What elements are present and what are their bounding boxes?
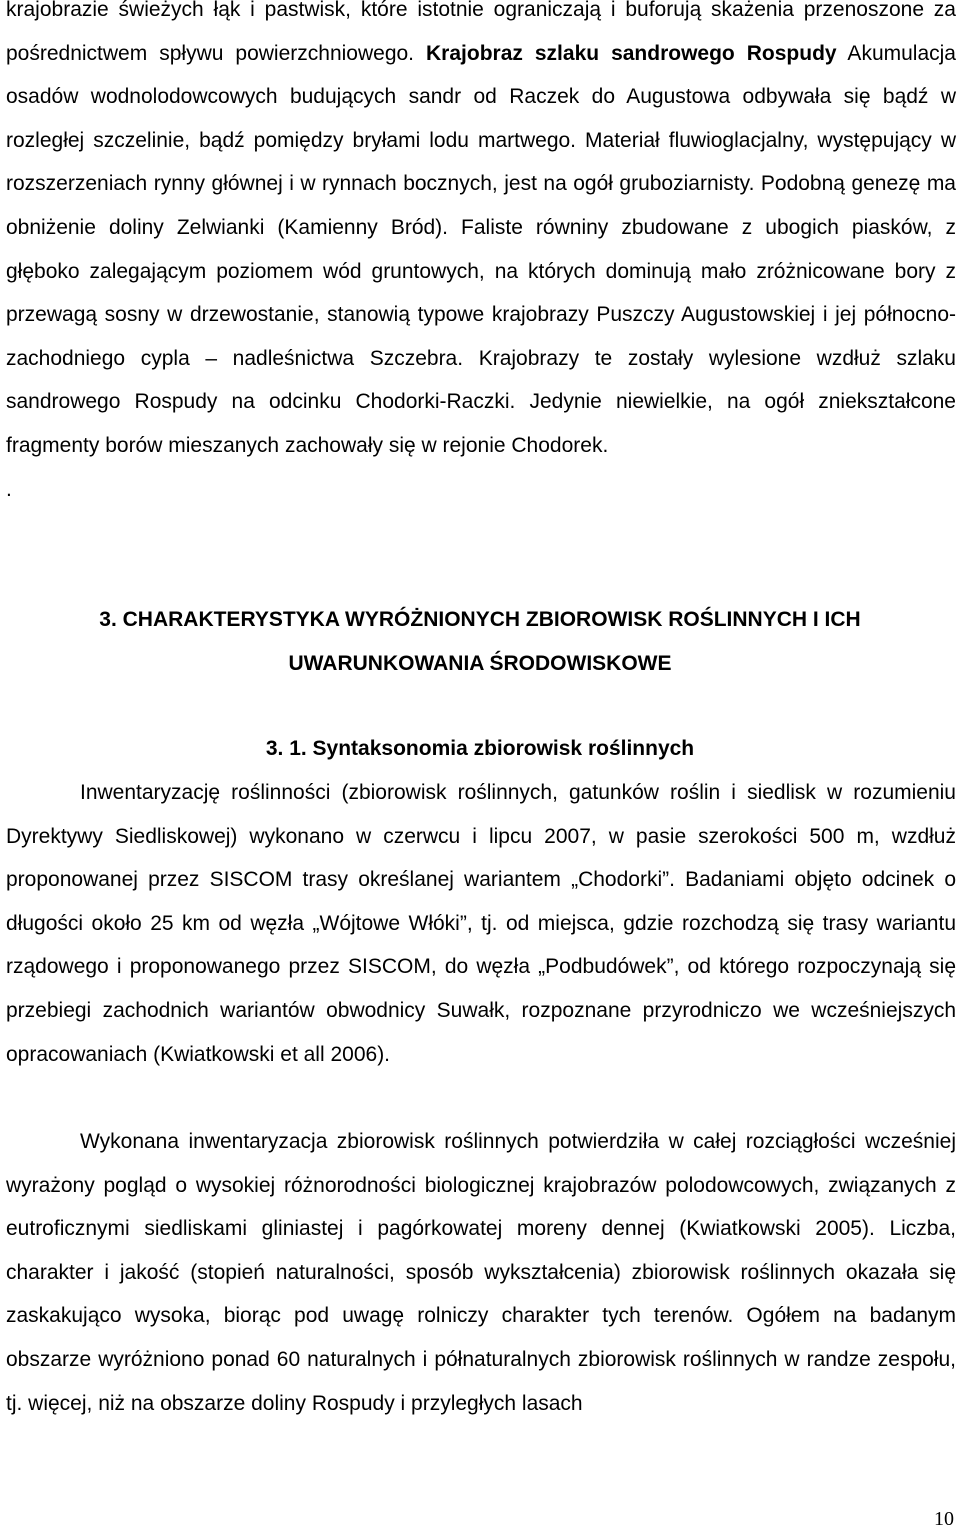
intro-text-2: Akumulacja osadów wodnolodowcowych budujących sandr od Raczek do Augustowa odbywała się bądź w rozległej szczelinie, bądź pomiędzy bryłami lodu martwego. Materiał fluwioglacjalny, występujący w rozszerzeniach rynny głównej i w rynnach bocznych, jest na ogół gruboziarnisty. Podobną genezę ma obniżenie doliny Zelwianki (Kamienny Bród). Faliste równiny zbudowane z ubogich piasków, z głęboko zalegającym poziomem wód gruntowych, na których dominują mało zróżnicowane bory z przewagą sosny w drzewostanie, stanowią typowe krajobrazy Puszczy Augustowskiej i jej północno-zachodniego cypla – nadleśnictwa Szczebra. Krajobrazy te zostały wylesione wzdłuż szlaku sandrowego Rospudy na odcinku Chodorki-Raczki. Jedynie niewielkie, na ogół zniekształcone fragmenty borów mieszanych zachowały się w rejonie Chodorek. bbox=[6, 41, 956, 457]
intro-paragraph bbox=[6, 0, 956, 511]
stray-dot: . bbox=[6, 477, 12, 501]
body-paragraph-2: Wykonana inwentaryzacja zbiorowisk roślinnych potwierdziła w całej rozciągłości wcześniej wyrażony pogląd o wysokiej różnorodności biologicznej krajobrazów polodowcowych, związanych z eutroficznymi siedliskami gliniastej i pagórkowatej moreny dennej (Kwiatkowski 2005). Liczba, charakter i jakość (stopień naturalności, sposób wykształcenia) zbiorowisk roślinnych okazała się zaskakująco wysoka, biorąc pod uwagę rolniczy charakter tych terenów. Ogółem na badanym obszarze wyróżniono ponad 60 naturalnych i półnaturalnych zbiorowisk roślinnych w randze zespołu, tj. więcej, niż na obszarze doliny Rospudy i przyległych lasach bbox=[6, 1130, 956, 1415]
body-paragraph-1: Inwentaryzację roślinności (zbiorowisk roślinnych, gatunków roślin i siedlisk w rozumieniu Dyrektywy Siedliskowej) wykonano w czerwcu i lipcu 2007, w pasie szerokości 500 m, wzdłuż proponowanej przez SISCOM trasy określanej wariantem „Chodorki”. Badaniami objęto odcinek o długości około 25 km od węzła „Wójtowe Włóki”, tj. od miejsca, gdzie rozchodzą się trasy wariantu rządowego i proponowanego przez SISCOM, do węzła „Podbudówek”, od którego rozpoczynają się przebiegi zachodnich wariantów obwodnicy Suwałk, rozpoznane przyrodniczo we wcześniejszych opracowaniach (Kwiatkowski et all 2006). bbox=[6, 781, 956, 1066]
section-heading-line-1: 3. CHARAKTERYSTYKA WYRÓŻNIONYCH ZBIOROWISK ROŚLINNYCH I ICH bbox=[99, 608, 861, 631]
subsection-heading: 3. 1. Syntaksonomia zbiorowisk roślinnych bbox=[265, 737, 695, 760]
section-heading-line-2: UWARUNKOWANIA ŚRODOWISKOWE bbox=[288, 651, 672, 675]
landscape-subheading: Krajobraz szlaku sandrowego Rospudy bbox=[426, 41, 837, 65]
page-number: 10 bbox=[934, 1508, 954, 1530]
section-heading bbox=[0, 598, 960, 685]
intro-text-1: krajobrazie świeżych łąk i pastwisk, które istotnie ograniczają i buforują skażenia przenoszone za pośrednictwem spływu powierzchniowego. bbox=[6, 0, 956, 65]
